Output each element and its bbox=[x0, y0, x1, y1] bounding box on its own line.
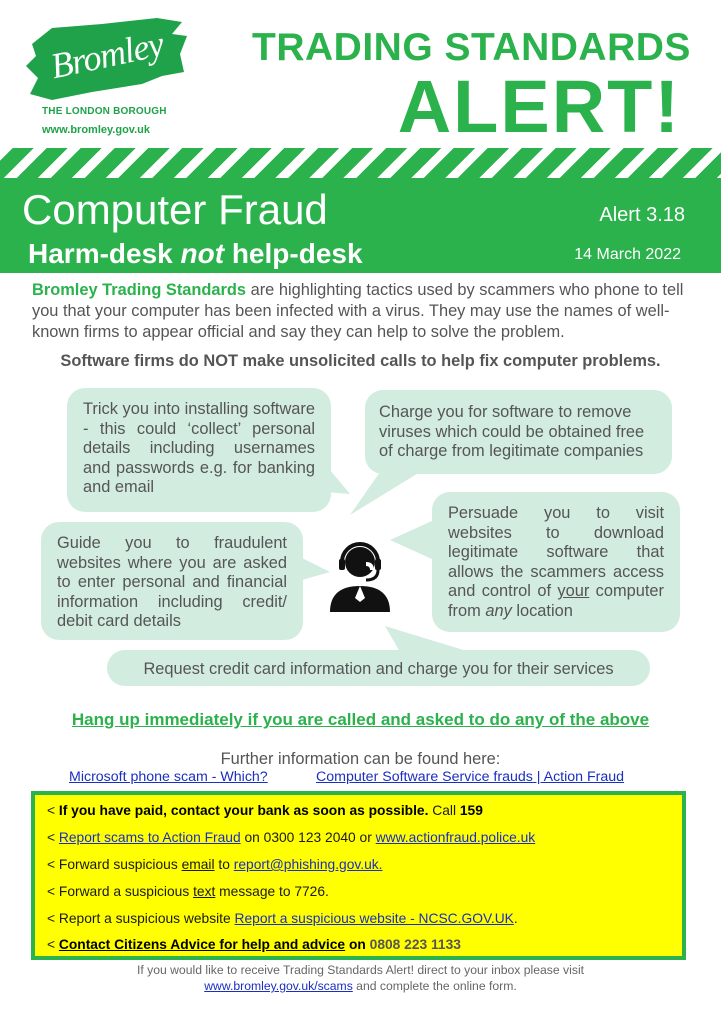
citizens-on: on bbox=[345, 937, 370, 952]
logo-wordmark: Bromley bbox=[47, 23, 167, 87]
which-link[interactable]: Microsoft phone scam - Which? bbox=[69, 769, 268, 785]
advice-bank bbox=[47, 803, 483, 818]
website-end: . bbox=[513, 911, 518, 926]
advice-citizens bbox=[47, 937, 461, 952]
citizens-advice-link[interactable]: Contact Citizens Advice for help and advice bbox=[58, 937, 346, 952]
text-prefix: < Forward a suspicious bbox=[47, 884, 194, 899]
bubble-trick: Trick you into installing software - this could ‘collect’ personal details including usernames and passwords e.g. for banking and email bbox=[67, 388, 331, 512]
report-action-fraud-link[interactable]: Report scams to Action Fraud bbox=[58, 830, 241, 845]
hang-up-message: Hang up immediately if you are called and asked to do any of the above bbox=[71, 710, 650, 729]
persuade-text-3: location bbox=[511, 601, 573, 620]
alert-date: 14 March 2022 bbox=[574, 246, 681, 263]
actionfraud-url-link[interactable]: www.actionfraud.police.uk bbox=[375, 830, 536, 845]
row-marker: < bbox=[47, 937, 59, 952]
call-centre-agent-icon bbox=[326, 540, 394, 614]
text-number: message to 7726. bbox=[215, 884, 329, 899]
ncsc-link[interactable]: Report a suspicious website - NCSC.GOV.UK bbox=[234, 911, 514, 926]
alert-number: Alert 3.18 bbox=[599, 204, 685, 226]
logo-url[interactable]: www.bromley.gov.uk bbox=[42, 124, 150, 136]
row-marker: < bbox=[47, 803, 59, 818]
advice-text bbox=[47, 884, 329, 899]
key-message: Software firms do NOT make unsolicited calls to help fix computer problems. bbox=[60, 352, 661, 370]
logo-subtitle: THE LONDON BOROUGH bbox=[42, 106, 167, 117]
tail-charge bbox=[350, 472, 420, 515]
persuade-any: any bbox=[485, 601, 512, 620]
bank-advice: If you have paid, contact your bank as soon as possible. bbox=[58, 803, 429, 818]
action-fraud-link[interactable]: Computer Software Service frauds | Action Fraud bbox=[316, 769, 625, 785]
subtitle-emphasis: not bbox=[180, 238, 225, 269]
row-marker: < bbox=[47, 830, 59, 845]
persuade-text-2: computer from bbox=[448, 582, 664, 620]
subtitle-part2: help-desk bbox=[224, 238, 363, 269]
persuade-your: your bbox=[557, 582, 590, 601]
bubble-request: Request credit card information and charge you for their services bbox=[107, 650, 650, 686]
citizens-number: 0808 223 1133 bbox=[369, 937, 461, 952]
page-title: Computer Fraud bbox=[22, 186, 328, 233]
further-info-text: Further information can be found here: bbox=[220, 750, 501, 768]
bubble-persuade bbox=[432, 492, 680, 632]
action-fraud-phone: on 0300 123 2040 or bbox=[240, 830, 376, 845]
intro-org: Bromley Trading Standards bbox=[32, 281, 247, 299]
bank-number: 159 bbox=[459, 803, 483, 818]
footer-line1: If you would like to receive Trading Standards Alert! direct to your inbox please visit bbox=[136, 963, 585, 977]
advice-email bbox=[47, 857, 382, 872]
advice-action-fraud bbox=[47, 830, 535, 845]
alert-title: ALERT! bbox=[397, 65, 681, 148]
intro-text: are highlighting tactics used by scammers who phone to tell you that your computer has been infected with a virus. They may use the names of well-known firms to appear official and say they can help to solve the problem. bbox=[32, 281, 684, 341]
trading-standards-title: TRADING STANDARDS bbox=[252, 26, 691, 69]
advice-box bbox=[31, 791, 686, 960]
scams-signup-link[interactable]: www.bromley.gov.uk/scams bbox=[204, 979, 353, 993]
bubble-charge: Charge you for software to remove viruses which could be obtained free of charge from legitimate companies bbox=[365, 390, 672, 474]
tail-persuade bbox=[390, 520, 434, 560]
footer bbox=[0, 962, 721, 994]
footer-line2-end: and complete the online form. bbox=[352, 979, 517, 993]
email-prefix: < Forward suspicious bbox=[47, 857, 182, 872]
email-to: to bbox=[214, 857, 234, 872]
bubble-guide: Guide you to fraudulent websites where you are asked to enter personal and financial information including credit/ debit card details bbox=[41, 522, 303, 640]
website-prefix: < Report a suspicious website bbox=[47, 911, 235, 926]
phishing-email-link[interactable]: report@phishing.gov.uk. bbox=[233, 857, 383, 872]
email-word: email bbox=[181, 857, 215, 872]
text-word: text bbox=[193, 884, 216, 899]
bank-call: Call bbox=[428, 803, 460, 818]
subtitle-part1: Harm-desk bbox=[28, 238, 181, 269]
footer-line2 bbox=[0, 978, 721, 994]
persuade-text-1: Persuade you to visit websites to download legitimate software that allows the scammers access and control of bbox=[448, 504, 664, 601]
advice-website bbox=[47, 911, 518, 926]
